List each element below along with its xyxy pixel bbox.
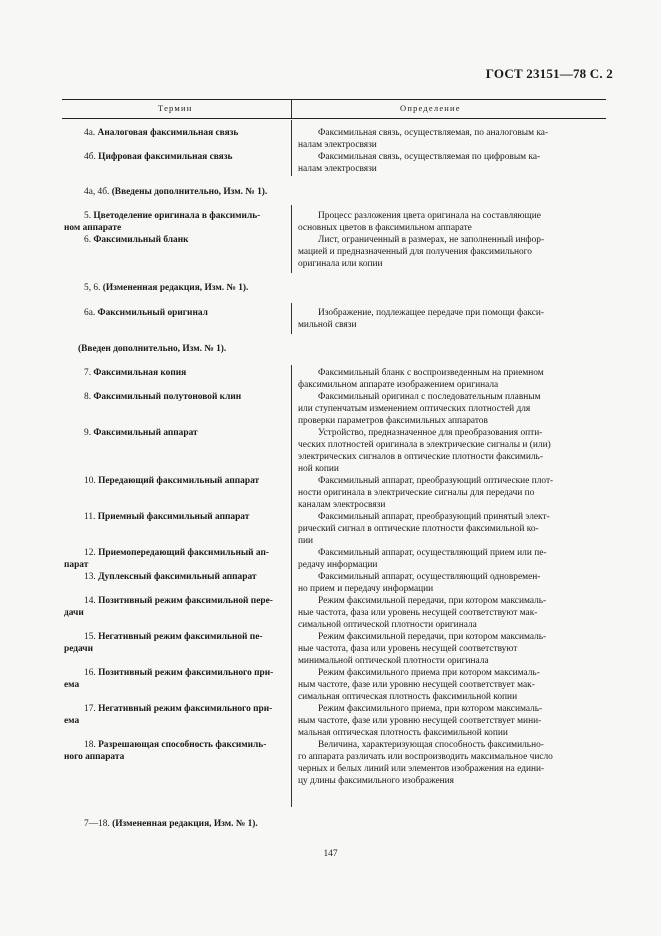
column-divider: [291, 365, 292, 807]
term-6: 6. Факсимильный бланк: [84, 235, 189, 245]
term-18: 18. Разрешающая способность факсимиль- ного аппарата: [64, 740, 267, 762]
definition-16: Режим факсимильного приема при котором максималь- ным частоте, фазе или уровню несущей соответствует мак- симальная оптическая плотность факсимильной копии: [298, 668, 540, 702]
definition-15: Режим факсимильной передачи, при котором максималь- ные частота, фаза или уровень несущей соответствуют минимальной оптической плотности оригинала: [298, 632, 547, 666]
definition-18: Величина, характеризующая способность факсимильно- го аппарата различать или воспроизводить максимальное число черных и белых линий или элементов изображения на едини- цу длины факсимильного изображения: [298, 740, 553, 786]
definition-5: Процесс разложения цвета оригинала на составляющие основных цветов в факсимильном аппарате: [298, 211, 541, 233]
definition-11: Факсимильный аппарат, преобразующий принятый элект- рический сигнал в оптические плотности факсимильной ко- пии: [298, 512, 550, 546]
definition-13: Факсимильный аппарат, осуществляющий одновремен- но прием и передачу информации: [298, 572, 541, 594]
column-header-definition: Определение: [400, 103, 461, 113]
term-4b: 4б. Цифровая факсимильная связь: [84, 152, 233, 162]
definition-7: Факсимильный бланк с воспроизведенным на приемном факсимильном аппарате изображением оригинала: [298, 368, 544, 390]
page-number: 147: [323, 849, 338, 859]
definition-12: Факсимильный аппарат, осуществляющий прием или пе- редачу информации: [298, 548, 547, 570]
term-16: 16. Позитивный режим факсимильного при- ема: [64, 668, 274, 690]
term-12: 12. Приемопередающий факсимильный ап- парат: [64, 548, 270, 570]
column-divider: [291, 99, 292, 118]
term-8: 8. Факсимильный полутоновой клин: [84, 392, 242, 402]
definition-6a: Изображение, подлежащее передаче при помощи факси- мильной связи: [298, 308, 545, 330]
term-10: 10. Передающий факсимильный аппарат: [84, 476, 260, 486]
column-header-term: Термин: [158, 103, 193, 113]
amendment-note-4a-4b: 4а, 4б. (Введены дополнительно, Изм. № 1).: [84, 187, 268, 197]
definition-10: Факсимильный аппарат, преобразующий оптические плот- ности оригинала в электрические сигналы для передачи по каналам электросвязи: [298, 476, 554, 510]
term-13: 13. Дуплексный факсимильный аппарат: [84, 572, 257, 582]
term-6a: 6а. Факсимильный оригинал: [84, 308, 208, 318]
term-15: 15. Негативный режим факсимильной пе- редачи: [64, 632, 263, 654]
term-17: 17. Негативный режим факсимильного при- ема: [64, 704, 273, 726]
column-divider: [291, 205, 292, 273]
definition-6: Лист, ограниченный в размерах, не заполненный инфор- мацией и предназначенный для получения факсимильного оригинала или копии: [298, 235, 545, 269]
definition-9: Устройство, предназначенное для преобразования опти- ческих плотностей оригинала в электрические сигналы и (или) электрических сигналов в оптические плотности факсимиль- ной копии: [298, 428, 551, 474]
definition-8: Факсимильный оригинал с последовательным плавным или ступенчатым изменением оптических плотностей для проверки параметров факсимильных аппаратов: [298, 392, 541, 426]
page-header-title: ГОСТ 23151—78 С. 2: [485, 66, 613, 81]
term-14: 14. Позитивный режим факсимильной пере- дачи: [64, 596, 273, 618]
term-11: 11. Приемный факсимильный аппарат: [84, 512, 250, 522]
amendment-note-5-6: 5, 6. (Измененная редакция, Изм. № 1).: [84, 283, 249, 293]
table-top-rule: [62, 99, 606, 100]
term-7: 7. Факсимильная копия: [84, 368, 187, 378]
amendment-note-7-18: 7—18. (Измененная редакция, Изм. № 1).: [84, 819, 258, 829]
definition-4a: Факсимильная связь, осуществляемая, по аналоговым ка- налам электросвязи: [298, 128, 549, 150]
term-5: 5. Цветоделение оригинала в факсимиль- ном аппарате: [64, 211, 261, 233]
column-divider: [291, 120, 292, 176]
term-9: 9. Факсимильный аппарат: [84, 428, 198, 438]
term-4a: 4а. Аналоговая факсимильная связь: [84, 128, 239, 138]
definition-14: Режим факсимильной передачи, при котором максималь- ные частота, фаза или уровень несущей соответствуют мак- симальной оптической плотности оригинала: [298, 596, 547, 630]
amendment-note-6a: (Введен дополнительно, Изм. № 1).: [78, 344, 227, 354]
definition-4b: Факсимильная связь, осуществляемая по цифровым ка- налам электросвязи: [298, 152, 541, 174]
definition-17: Режим факсимильного приема, при котором максималь- ным частоте, фазе или уровню несущей соответствует мини- мальная оптическая плотность факсимильной копии: [298, 704, 543, 738]
column-divider: [291, 303, 292, 334]
table-header-rule: [62, 118, 606, 119]
